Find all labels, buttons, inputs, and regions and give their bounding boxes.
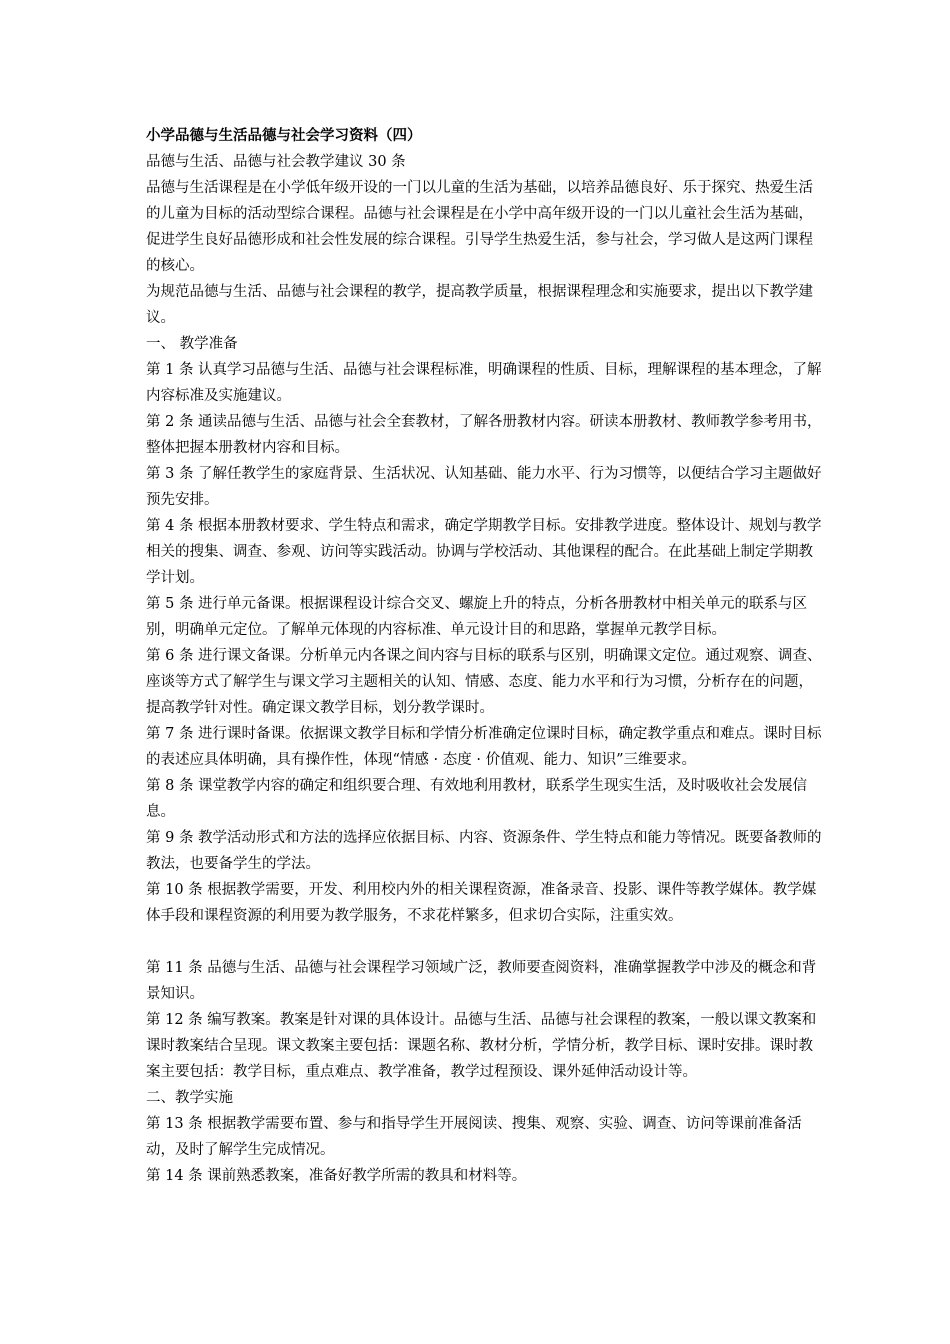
document-title: 小学品德与生活品德与社会学习资料（四）	[146, 128, 422, 144]
intro-paragraph: 为规范品德与生活、品德与社会课程的教学，提高教学质量，根据课程理念和实施要求，提出以下教学建议。	[146, 284, 813, 326]
article-3: 第 3 条 了解任教学生的家庭背景、生活状况、认知基础、能力水平、行为习惯等，以便结合学习主题做好预先安排。	[146, 466, 822, 508]
paragraph-gap	[146, 929, 822, 955]
article-2: 第 2 条 通读品德与生活、品德与社会全套教材，了解各册教材内容。研读本册教材、教师教学参考用书，整体把握本册教材内容和目标。	[146, 414, 822, 456]
article-13: 第 13 条 根据教学需要布置、参与和指导学生开展阅读、搜集、观察、实验、调查、访问等课前准备活动，及时了解学生完成情况。	[146, 1116, 802, 1158]
section-heading-implementation: 二、教学实施	[146, 1090, 233, 1106]
article-10: 第 10 条 根据教学需要，开发、利用校内外的相关课程资源，准备录音、投影、课件等教学媒体。教学媒体手段和课程资源的利用要为教学服务，不求花样繁多，但求切合实际，注重实效。	[146, 882, 817, 924]
article-14: 第 14 条 课前熟悉教案，准备好教学所需的教具和材料等。	[146, 1168, 527, 1184]
article-8: 第 8 条 课堂教学内容的确定和组织要合理、有效地利用教材，联系学生现实生活，及时吸收社会发展信息。	[146, 778, 808, 820]
article-11: 第 11 条 品德与生活、品德与社会课程学习领域广泛，教师要查阅资料，准确掌握教学中涉及的概念和背景知识。	[146, 960, 817, 1002]
article-7: 第 7 条 进行课时备课。依据课文教学目标和学情分析准确定位课时目标，确定教学重点和难点。课时目标的表述应具体明确，具有操作性，体现“情感 · 态度 · 价值观、能力、知识”三维要求。	[146, 726, 822, 768]
article-5: 第 5 条 进行单元备课。根据课程设计综合交叉、螺旋上升的特点，分析各册教材中相关单元的联系与区别，明确单元定位。了解单元体现的内容标准、单元设计目的和思路，掌握单元教学目标。	[146, 596, 808, 638]
article-12: 第 12 条 编写教案。教案是针对课的具体设计。品德与生活、品德与社会课程的教案，一般以课文教案和课时教案结合呈现。课文教案主要包括：课题名称、教材分析，学情分析，教学目标、课时安排。课时教案主要包括：教学目标，重点难点、教学准备，教学过程预设、课外延伸活动设计等。	[146, 1012, 817, 1080]
section-heading-preparation: 一、 教学准备	[146, 336, 238, 352]
article-9: 第 9 条 教学活动形式和方法的选择应依据目标、内容、资源条件、学生特点和能力等情况。既要备教师的教法，也要备学生的学法。	[146, 830, 822, 872]
document-subtitle: 品德与生活、品德与社会教学建议 30 条	[146, 154, 406, 170]
document-body	[146, 123, 822, 1189]
article-1: 第 1 条 认真学习品德与生活、品德与社会课程标准，明确课程的性质、目标，理解课程的基本理念，了解内容标准及实施建议。	[146, 362, 822, 404]
intro-paragraph: 品德与生活课程是在小学低年级开设的一门以儿童的生活为基础，以培养品德良好、乐于探究、热爱生活的儿童为目标的活动型综合课程。品德与社会课程是在小学中高年级开设的一门以儿童社会生活为基础，促进学生良好品德形成和社会性发展的综合课程。引导学生热爱生活，参与社会，学习做人是这两门课程的核心。	[146, 180, 813, 274]
article-4: 第 4 条 根据本册教材要求、学生特点和需求，确定学期教学目标。安排教学进度。整体设计、规划与教学相关的搜集、调查、参观、访问等实践活动。协调与学校活动、其他课程的配合。在此基础上制定学期教学计划。	[146, 518, 822, 586]
article-6: 第 6 条 进行课文备课。分析单元内各课之间内容与目标的联系与区别，明确课文定位。通过观察、调查、座谈等方式了解学生与课文学习主题相关的认知、情感、态度、能力水平和行为习惯，分析存在的问题，提高教学针对性。确定课文教学目标，划分教学课时。	[146, 648, 822, 716]
